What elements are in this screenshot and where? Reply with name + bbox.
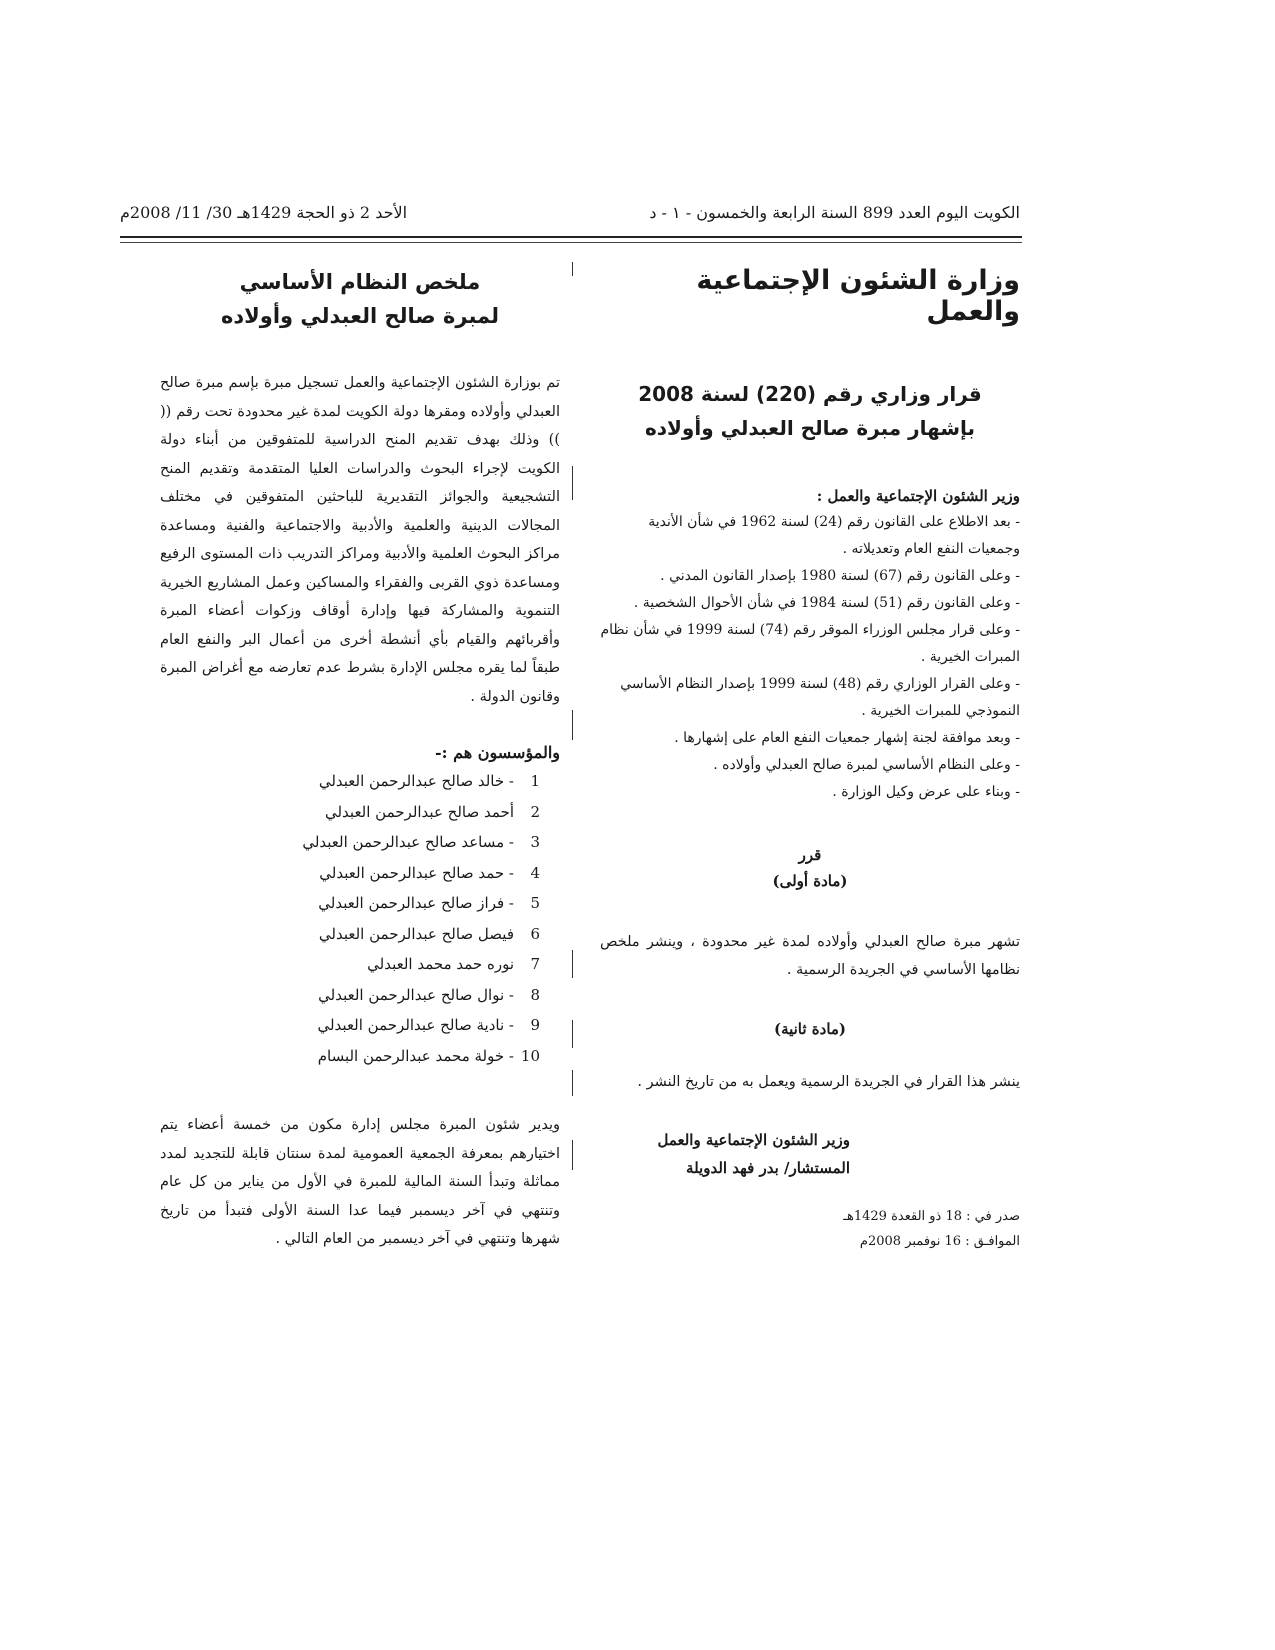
column-separator	[572, 1070, 573, 1096]
founder-number: 2	[530, 802, 540, 821]
founder-number: 3	[530, 833, 540, 851]
founder-number: 8	[530, 985, 540, 1004]
summary-title: ملخص النظام الأساسي	[239, 270, 481, 294]
founder-item	[300, 858, 540, 889]
decision-intro: وزير الشئون الإجتماعية والعمل :	[816, 487, 1020, 505]
signature-name: المستشار/ بدر فهد الدويلة	[686, 1159, 850, 1177]
column-separator	[572, 950, 573, 978]
issued-hijri: صدر في : 18 ذو القعدة 1429هـ	[843, 1209, 1020, 1224]
founder-number: 6	[530, 924, 540, 943]
clause: - وبعد موافقة لجنة إشهار جمعيات النفع العام على إشهارها .	[674, 730, 1020, 746]
signature-block	[600, 1126, 1020, 1182]
clause: - وعلى القانون رقم (51) لسنة 1984 في شأن الأحوال الشخصية .	[633, 595, 1020, 611]
founder-item	[300, 766, 540, 797]
founder-item	[300, 980, 540, 1011]
clause: - وعلى القانون رقم (67) لسنة 1980 بإصدار القانون المدني .	[660, 568, 1020, 584]
founder-item	[300, 827, 540, 858]
founders-heading: والمؤسسون هم :-	[434, 743, 560, 762]
preamble-clauses	[600, 509, 1020, 806]
column-separator	[572, 262, 573, 276]
founder-number: 1	[530, 772, 540, 790]
issue-date: الأحد 2 ذو الحجة 1429هـ 30/ 11/ 2008م	[120, 203, 408, 222]
founder-name: - نوال صالح عبدالرحمن العبدلي	[318, 985, 514, 1004]
founder-item	[300, 949, 540, 980]
decision-subtitle: بإشهار مبرة صالح العبدلي وأولاده	[644, 416, 976, 440]
founder-item	[300, 888, 540, 919]
article-1-heading: (مادة أولى)	[772, 872, 848, 890]
issue-block	[600, 1204, 1020, 1254]
summary-subtitle: لمبرة صالح العبدلي وأولاده	[220, 304, 499, 328]
founder-name: - فراز صالح عبدالرحمن العبدلي	[318, 894, 514, 912]
founder-name: - حمد صالح عبدالرحمن العبدلي	[319, 863, 514, 882]
founders-block	[320, 743, 560, 762]
clause: - وعلى القرار الوزاري رقم (48) لسنة 1999 بإصدار النظام الأساسي النموذجي للمبرات الخيرية .	[620, 676, 1020, 719]
founder-name: أحمد صالح عبدالرحمن العبدلي	[324, 802, 514, 821]
founder-item	[300, 1041, 540, 1072]
column-separator	[572, 466, 573, 500]
founder-number: 7	[530, 955, 540, 973]
ministry-heading: وزارة الشئون الإجتماعية والعمل	[696, 265, 1020, 327]
founder-name: - خالد صالح عبدالرحمن العبدلي	[318, 772, 514, 790]
article-1-text: تشهر مبرة صالح العبدلي وأولاده لمدة غير محدودة ، وينشر ملخص نظامها الأساسي في الجريدة الرسمية .	[600, 934, 1020, 978]
header-rule	[120, 236, 1022, 238]
clause: - وبناء على عرض وكيل الوزارة .	[832, 784, 1020, 800]
founder-number: 9	[530, 1016, 540, 1034]
founder-name: - خولة محمد عبدالرحمن البسام	[317, 1046, 514, 1065]
page-header	[120, 203, 1020, 231]
summary-closing: ويدير شئون المبرة مجلس إدارة مكون من خمسة أعضاء يتم اختيارهم بمعرفة الجمعية العمومية لمدة سنتان قابلة للتجديد لمدد مماثلة وتبدأ السنة المالية للمبرة في الأول من يناير من كل عام وتنتهي في آخر ديسمبر فيما عدا السنة الأولى فتبدأ من تاريخ شهرها وتنتهي في آخر ديسمبر من العام التالي .	[160, 1117, 560, 1247]
founder-item	[300, 919, 540, 950]
article-2-text: ينشر هذا القرار في الجريدة الرسمية ويعمل به من تاريخ النشر .	[637, 1074, 1020, 1090]
signature-title: وزير الشئون الإجتماعية والعمل	[657, 1131, 850, 1149]
founder-number: 10	[520, 1046, 540, 1065]
summary-column	[160, 265, 560, 1254]
founder-name: فيصل صالح عبدالرحمن العبدلي	[318, 924, 514, 943]
clause: - وعلى النظام الأساسي لمبرة صالح العبدلي وأولاده .	[713, 757, 1020, 773]
founder-item	[300, 797, 540, 828]
summary-body: تم بوزارة الشئون الإجتماعية والعمل تسجيل مبرة بإسم مبرة صالح العبدلي وأولاده ومقرها دولة الكويت لمدة غير محدودة تحت رقم (( )) وذلك بهدف تقديم المنح الدراسية للمتفوقين من أبناء دولة الكويت لإجراء البحوث والدراسات العليا المتقدمة وتقديم المنح التشجيعية والجوائز التقديرية للباحثين المتفوقين في مختلف المجالات الدينية والعلمية والأدبية والاجتماعية والفنية ومساعدة مراكز البحوث العلمية والأدبية ومراكز التدريب ذات المستوى الرفيع ومساعدة ذوي القربى والفقراء والمساكين وعمل المشاريع الخيرية التنموية والمشاركة فيها وإدارة أوقاف وزكوات أعضاء المبرة وأقربائهم والقيام بأي أنشطة أخرى من أعمال البر والنفع العام طبقاً لما يقره مجلس الإدارة بشرط عدم تعارضه مع أغراض المبرة وقانون الدولة .	[160, 375, 560, 705]
founder-number: 4	[530, 863, 540, 882]
masthead: الكويت اليوم العدد 899 السنة الرابعة والخمسون - ١ - د	[649, 203, 1020, 222]
clause: - وعلى قرار مجلس الوزراء الموقر رقم (74) لسنة 1999 في شأن نظام المبرات الخيرية .	[600, 622, 1020, 665]
founder-name: - نادية صالح عبدالرحمن العبدلي	[317, 1016, 514, 1034]
decision-title: قرار وزاري رقم (220) لسنة 2008	[638, 382, 982, 406]
issued-gregorian: الموافـق : 16 نوفمبر 2008م	[859, 1234, 1020, 1249]
column-separator	[572, 710, 573, 740]
founder-item	[300, 1010, 540, 1041]
header-rule-thin	[120, 242, 1022, 243]
founders-list	[300, 766, 540, 1071]
column-separator	[572, 1020, 573, 1048]
article-2-heading: (مادة ثانية)	[773, 1020, 847, 1038]
clause: - بعد الاطلاع على القانون رقم (24) لسنة 1962 في شأن الأندية وجمعيات النفع العام وتعديلاته .	[648, 514, 1020, 557]
founder-name: - مساعد صالح عبدالرحمن العبدلي	[302, 833, 514, 851]
decision-column	[600, 265, 1020, 1254]
decided-heading: قرر	[798, 846, 822, 864]
founder-name: نوره حمد محمد العبدلي	[367, 955, 514, 973]
column-separator	[572, 1140, 573, 1170]
founder-number: 5	[530, 894, 540, 912]
